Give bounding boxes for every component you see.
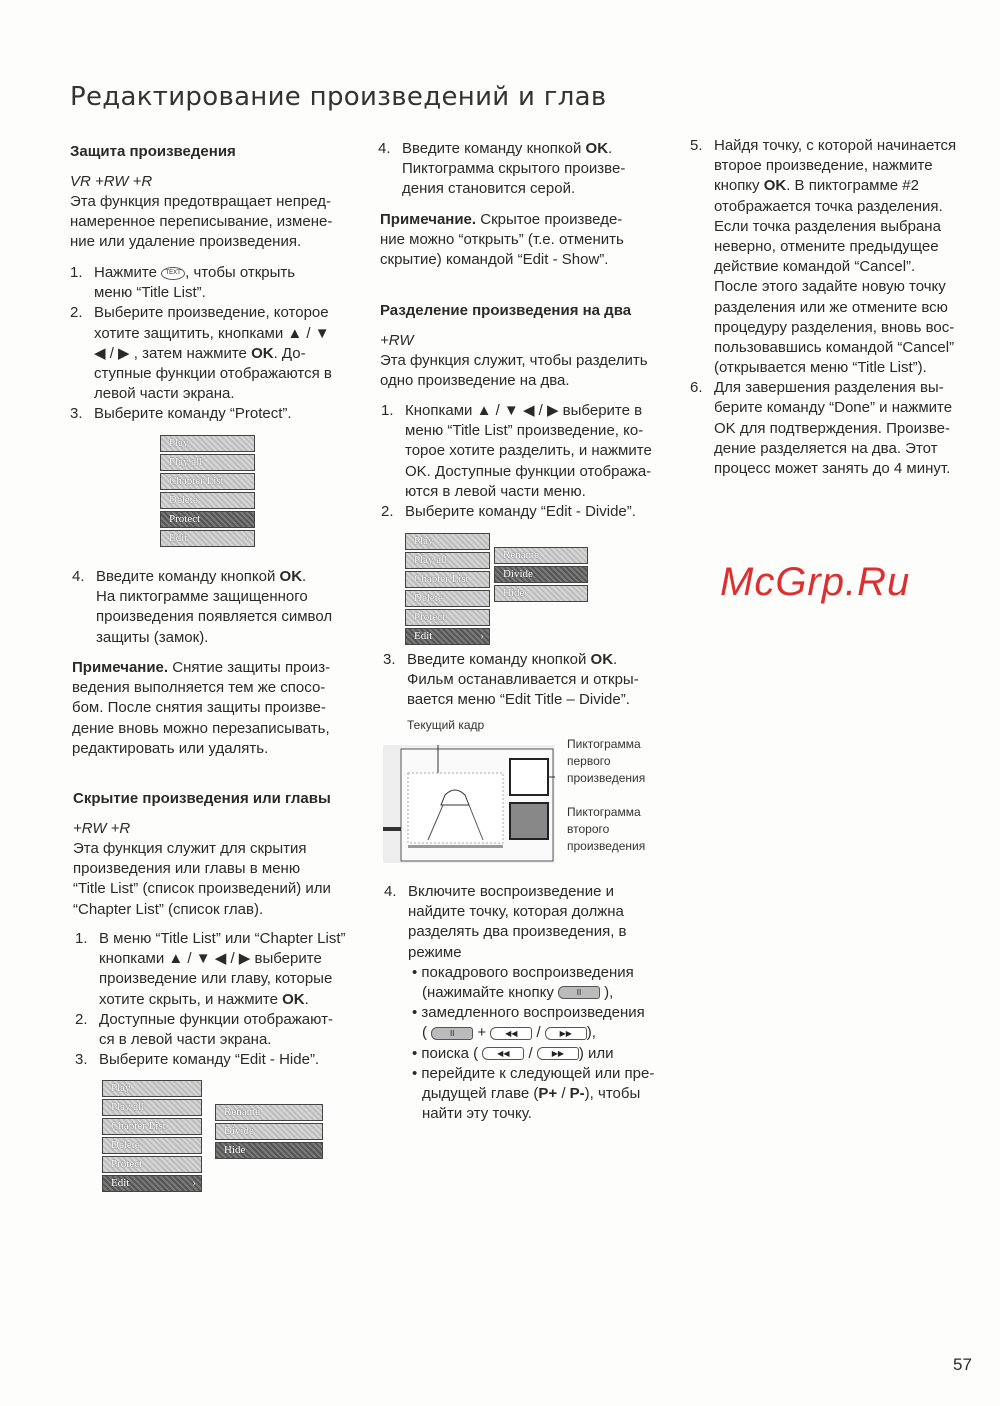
text-line: защиты (замок).: [96, 628, 209, 646]
step-number: 4.: [72, 568, 85, 585]
text-line: одно произведение на два.: [380, 372, 570, 390]
steps-list: [381, 401, 652, 522]
text-line: 1. Нажмите TEXT , чтобы открыть: [70, 263, 332, 283]
pause-button-icon: II: [431, 1027, 473, 1040]
step-3: [383, 650, 639, 711]
text-line: +RW +R: [73, 820, 131, 837]
text-line: пользовавшись командой “Cancel”: [714, 338, 955, 356]
bold-text: P+: [538, 1084, 558, 1102]
text-line: Пиктограмма скрытого произве-: [402, 160, 626, 178]
text-line: процедуру разделения, вновь вос-: [714, 318, 955, 336]
text-button-icon: TEXT: [161, 267, 185, 280]
steps-list: [75, 929, 346, 1070]
bold-text: OK: [763, 177, 787, 195]
text-line: “Chapter List” (список глав).: [73, 900, 264, 918]
rewind-button-icon: ◀◀: [482, 1047, 524, 1060]
menu-item-play: Play: [405, 533, 490, 550]
intro-text: [70, 192, 332, 253]
text-line: 1. Кнопками ▲ / ▼ ◀ / ▶ выберите в: [381, 401, 652, 421]
pause-button-icon: II: [558, 986, 600, 999]
label-line: Пиктограмма: [567, 805, 641, 819]
section-heading-hide: [73, 789, 331, 809]
menu-item-rename: Rename: [494, 547, 588, 564]
text-line: 3. Выберите команду “Protect”.: [70, 404, 332, 424]
text-line: второе произведение, нажмите: [714, 157, 933, 175]
text-line: хотите скрыть, и нажмите OK.: [99, 990, 309, 1008]
text-line: Скрытие произведения или главы: [73, 790, 331, 807]
text-line: редактировать или удалять.: [72, 739, 269, 757]
menu-item-edit: Edit ›: [160, 530, 255, 547]
divide-menu: [405, 533, 490, 647]
fast-forward-button-icon: ▶▶: [537, 1047, 579, 1060]
chevron-right-icon: ›: [192, 1177, 196, 1189]
menu-item-play-all: Play all: [405, 552, 490, 569]
step-number: 3.: [75, 1051, 88, 1069]
text-line: Защита произведения: [70, 143, 236, 160]
menu-item-chapter-list: Chapter List: [405, 571, 490, 588]
text-line: дение вновь можно перезаписывать,: [72, 719, 330, 737]
text-line: ются в левой части меню.: [405, 482, 586, 500]
label-line: произведения: [567, 839, 646, 853]
text-line: Разделение произведения на два: [380, 302, 632, 319]
text-line: отображается точка разделения.: [714, 197, 943, 215]
text-line: • замедленного воспроизведения: [412, 1004, 645, 1022]
text-line: 2. Доступные функции отображают-: [75, 1010, 346, 1030]
text-line: ступные функции отображаются в: [94, 364, 332, 382]
text-line: 3. Выберите команду “Edit - Hide”.: [75, 1050, 346, 1070]
text-line: Если точка разделения выбрана: [714, 217, 941, 235]
menu-item-rename: Rename: [215, 1104, 323, 1121]
menu-item-divide: Divide: [494, 566, 588, 583]
text-line: ся в левой части экрана.: [99, 1030, 272, 1048]
bold-text: Примечание.: [380, 211, 477, 228]
formats: [73, 819, 130, 839]
steps-list: [690, 136, 956, 479]
text-line: 4. Введите команду кнопкой OK.: [378, 139, 625, 159]
text-line: меню “Title List” произведение, ко-: [405, 422, 644, 440]
label-line: второго: [567, 822, 610, 836]
bold-text: OK: [585, 140, 609, 157]
step-number: 2.: [75, 1010, 88, 1028]
text-line: (открывается меню “Title List”).: [714, 359, 927, 377]
step-number: 2.: [381, 502, 394, 520]
menu-item-divide: Divide: [215, 1123, 323, 1140]
text-line: • покадрового воспроизведения: [412, 963, 634, 981]
chevron-right-icon: ›: [245, 532, 249, 544]
page-number: 57: [953, 1355, 972, 1374]
text-line: ( II + ◀◀ / ▶▶ ),: [422, 1024, 596, 1042]
intro-text: [73, 839, 331, 920]
text-line: левой части экрана.: [94, 385, 235, 403]
text-line: дения становится серой.: [402, 180, 576, 198]
menu-item-edit: Edit ›: [405, 628, 490, 645]
step-number: 5.: [690, 137, 703, 154]
step-number: 6.: [690, 379, 703, 397]
text-line: действие командой “Cancel”.: [714, 258, 916, 276]
text-line: кнопками ▲ / ▼ ◀ / ▶ выберите: [99, 950, 322, 968]
menu-item-play-all: Play all: [160, 454, 255, 471]
section-heading-protect: [70, 142, 236, 162]
menu-item-chapter-list: Chapter List: [160, 473, 255, 490]
step-4: [72, 567, 332, 648]
divide-screen-diagram: [383, 745, 555, 863]
text-line: OK для подтверждения. Произве-: [714, 419, 950, 437]
text-line: 3. Введите команду кнопкой OK.: [383, 650, 639, 670]
text-line: произведение или главу, которые: [99, 970, 333, 988]
step-number: 3.: [70, 405, 83, 423]
text-line: разделения или же отмените всю: [714, 298, 948, 316]
menu-item-protect: Protect: [405, 609, 490, 626]
menu-item-chapter-list: Chapter List: [102, 1118, 202, 1135]
steps-list: [70, 263, 332, 425]
text-line: +RW: [380, 332, 414, 349]
text-line: процесс может занять до 4 минут.: [714, 460, 951, 477]
protect-menu: [160, 435, 255, 549]
text-line: • перейдите к следующей или пре-: [412, 1064, 655, 1082]
step-number: 4.: [378, 140, 391, 157]
rewind-button-icon: ◀◀: [490, 1027, 532, 1040]
text-line: 4. Включите воспроизведение и: [384, 882, 654, 902]
menu-item-protect: Protect: [102, 1156, 202, 1173]
current-frame-label: Текущий кадр: [407, 718, 485, 732]
fast-forward-button-icon: ▶▶: [545, 1027, 587, 1040]
menu-item-delete: Delete: [160, 492, 255, 509]
text-line: меню “Title List”.: [94, 284, 206, 302]
section-heading-divide: [380, 301, 631, 321]
text-line: произведения появляется символ: [96, 608, 333, 626]
text-line: OK. Доступные функции отобража-: [405, 462, 652, 480]
text-line: ◀ / ▶ , затем нажмите OK. До-: [94, 344, 306, 362]
text-line: ние можно “открыть” (т.е. отменить: [380, 231, 624, 249]
chevron-right-icon: ›: [480, 630, 484, 642]
text-line: хотите защитить, кнопками ▲ / ▼: [94, 324, 330, 342]
menu-item-hide: Hide: [494, 585, 588, 602]
text-line: Эта функция служит, чтобы разделить: [380, 352, 648, 369]
step-4: [378, 139, 625, 200]
text-line: режиме: [408, 943, 462, 961]
text-line: 6. Для завершения разделения вы-: [690, 378, 956, 398]
text-line: дыдущей главе (P+ / P-), чтобы: [422, 1084, 641, 1102]
bold-text: OK: [282, 990, 305, 1008]
formats: [380, 331, 413, 351]
menu-item-delete: Delete: [102, 1137, 202, 1154]
label-line: первого: [567, 754, 611, 768]
formats: [70, 172, 152, 192]
text-line: После этого задайте новую точку: [714, 278, 946, 296]
text-line: разделять два произведения, в: [408, 923, 627, 941]
bold-text: P-: [569, 1084, 585, 1102]
text-line: произведения или главы в меню: [73, 860, 301, 878]
menu-item-edit: Edit ›: [102, 1175, 202, 1192]
text-line: 4. Введите команду кнопкой OK.: [72, 567, 332, 587]
text-line: 2. Выберите произведение, которое: [70, 303, 332, 323]
text-line: Фильм останавливается и откры-: [407, 671, 639, 689]
text-line: берите команду “Done” и нажмите: [714, 399, 953, 417]
menu-item-play: Play: [160, 435, 255, 452]
text-line: ние или удаление произведения.: [70, 233, 302, 251]
text-line: бом. После снятия защиты произве-: [72, 699, 326, 717]
bold-text: OK: [279, 568, 303, 585]
menu-item-play: Play: [102, 1080, 202, 1097]
text-line: вается меню “Edit Title – Divide”.: [407, 691, 630, 709]
hide-menu: [102, 1080, 202, 1194]
menu-item-protect: Protect: [160, 511, 255, 528]
text-line: найти эту точку.: [422, 1105, 532, 1123]
step-number: 1.: [381, 402, 394, 419]
divide-submenu: [494, 547, 588, 604]
menu-item-delete: Delete: [405, 590, 490, 607]
step-number: 3.: [383, 651, 396, 668]
step-number: 4.: [384, 883, 397, 900]
text-line: Эта функция предотвращает непред-: [70, 193, 331, 210]
text-line: Эта функция служит для скрытия: [73, 840, 307, 857]
text-line: торое хотите разделить, и нажмите: [405, 442, 652, 460]
note: [380, 210, 624, 271]
second-title-thumbnail-label: [567, 804, 645, 855]
text-line: • поиска ( ◀◀ / ▶▶ ) или: [412, 1044, 614, 1062]
text-line: Примечание. Снятие защиты произ-: [72, 659, 331, 676]
page-title: Редактирование произведений и глав: [70, 82, 607, 112]
text-line: ведения выполняется тем же спосо-: [72, 679, 326, 697]
bold-text: OK: [251, 344, 274, 362]
hide-submenu: [215, 1104, 323, 1161]
text-line: кнопку OK. В пиктограмме #2: [714, 177, 919, 195]
text-line: (нажимайте кнопку II ),: [422, 983, 614, 1001]
text-line: намеренное переписывание, измене-: [70, 213, 333, 231]
intro-text: [380, 351, 648, 391]
label-line: Пиктограмма: [567, 737, 641, 751]
text-line: неверно, отмените предыдущее: [714, 237, 939, 255]
text-line: 5. Найдя точку, с которой начинается: [690, 136, 956, 156]
menu-item-play-all: Play all: [102, 1099, 202, 1116]
text-line: 2. Выберите команду “Edit - Divide”.: [381, 502, 652, 522]
bold-text: OK: [590, 651, 614, 668]
text-line: VR +RW +R: [70, 173, 153, 190]
text-line: Примечание. Скрытое произведе-: [380, 211, 623, 228]
bold-text: Примечание.: [72, 659, 169, 676]
menu-item-hide: Hide: [215, 1142, 323, 1159]
step-number: 1.: [70, 264, 83, 281]
step-number: 1.: [75, 930, 88, 947]
first-title-thumbnail-label: [567, 736, 645, 787]
text-line: скрытие) командой “Edit - Show”.: [380, 251, 609, 269]
step-4: [384, 882, 654, 1124]
text-line: “Title List” (список произведений) или: [73, 880, 331, 898]
text-line: найдите точку, которая должна: [408, 903, 624, 921]
text-line: дение разделяется на два. Этот: [714, 439, 938, 457]
divide-screen-illustration: [383, 745, 555, 863]
text-line: 1. В меню “Title List” или “Chapter List”: [75, 929, 346, 949]
label-line: произведения: [567, 771, 646, 785]
text-line: На пиктограмме защищенного: [96, 588, 308, 606]
step-number: 2.: [70, 304, 83, 322]
watermark: McGrp.Ru: [720, 560, 911, 604]
note: [72, 658, 330, 759]
